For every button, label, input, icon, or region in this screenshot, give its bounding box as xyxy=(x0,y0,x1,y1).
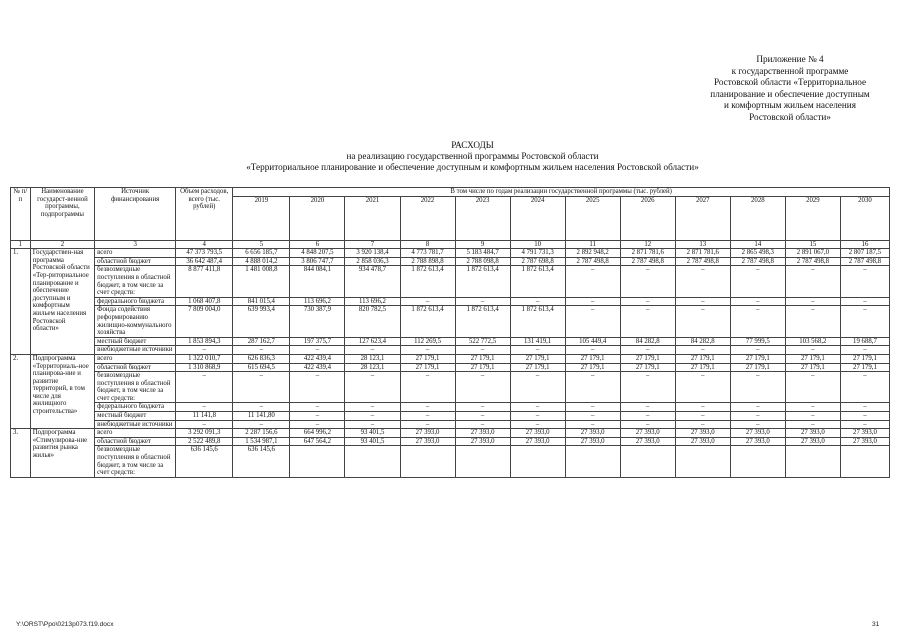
year-value-cell: – xyxy=(840,412,889,421)
year-value-cell xyxy=(345,446,400,477)
year-value-cell: 84 282,8 xyxy=(620,337,675,346)
year-value-cell: 103 568,2 xyxy=(785,337,840,346)
year-value-cell: 4 888 014,2 xyxy=(233,257,290,266)
header-year: 2025 xyxy=(565,196,620,240)
year-value-cell: 2 865 498,3 xyxy=(730,249,785,258)
page-number: 31 xyxy=(872,621,880,628)
year-value-cell: 27 393,0 xyxy=(455,437,510,446)
year-value-cell: – xyxy=(675,266,730,297)
total-volume-cell: 8 877 411,8 xyxy=(176,266,233,297)
funding-source-cell: всего xyxy=(95,429,176,438)
row-number: 2. xyxy=(11,354,31,428)
total-volume-cell: 2 522 489,8 xyxy=(176,437,233,446)
document-title: РАСХОДЫ xyxy=(451,140,494,150)
year-value-cell: 3 806 747,7 xyxy=(290,257,345,266)
year-value-cell: 105 449,4 xyxy=(565,337,620,346)
year-value-cell: 27 179,1 xyxy=(675,363,730,372)
year-value-cell: 93 401,5 xyxy=(345,437,400,446)
year-value-cell: 27 393,0 xyxy=(510,429,565,438)
year-value-cell: 27 179,1 xyxy=(675,354,730,363)
table-row xyxy=(11,363,890,372)
total-volume-cell: 36 642 487,4 xyxy=(176,257,233,266)
year-value-cell: 27 393,0 xyxy=(455,429,510,438)
year-value-cell: 27 393,0 xyxy=(400,429,455,438)
total-volume-cell: – xyxy=(176,372,233,403)
header-name: Наименование государст-венной программы, подпрограммы xyxy=(30,188,94,241)
year-value-cell xyxy=(785,446,840,477)
year-value-cell: 2 787 498,8 xyxy=(730,257,785,266)
year-value-cell: 27 393,0 xyxy=(565,437,620,446)
year-value-cell: – xyxy=(730,306,785,337)
year-value-cell: – xyxy=(620,403,675,412)
header-year: 2030 xyxy=(840,196,889,240)
funding-source-cell: безвозмездные поступления в областной бюджет, в том числе за счет средств: xyxy=(95,446,176,477)
column-number: 8 xyxy=(400,240,455,249)
year-value-cell: 27 393,0 xyxy=(400,437,455,446)
header-source: Источник финансирования xyxy=(95,188,176,241)
year-value-cell: – xyxy=(675,372,730,403)
year-value-cell: – xyxy=(620,412,675,421)
year-value-cell: – xyxy=(730,297,785,306)
year-value-cell: 84 282,8 xyxy=(675,337,730,346)
year-value-cell: 127 623,4 xyxy=(345,337,400,346)
year-value-cell: 2 787 498,8 xyxy=(620,257,675,266)
year-value-cell: 27 179,1 xyxy=(620,363,675,372)
year-value-cell: – xyxy=(840,306,889,337)
year-value-cell: – xyxy=(730,420,785,429)
year-value-cell: 27 179,1 xyxy=(840,354,889,363)
header-years-group: В том числе по годам реализации государственной программы (тыс. рублей) xyxy=(233,188,890,197)
column-number: 2 xyxy=(30,240,94,249)
table-row xyxy=(11,297,890,306)
year-value-cell: – xyxy=(785,420,840,429)
year-value-cell: 5 183 484,7 xyxy=(455,249,510,258)
year-value-cell: 11 141,80 xyxy=(233,412,290,421)
row-number: 3. xyxy=(11,429,31,478)
year-value-cell: 6 656 185,7 xyxy=(233,249,290,258)
year-value-cell: 27 393,0 xyxy=(730,437,785,446)
year-value-cell: – xyxy=(510,372,565,403)
funding-source-cell: федерального бюджета xyxy=(95,403,176,412)
year-value-cell: 27 179,1 xyxy=(620,354,675,363)
year-value-cell: 27 179,1 xyxy=(840,363,889,372)
year-value-cell xyxy=(565,446,620,477)
year-value-cell: 841 015,4 xyxy=(233,297,290,306)
year-value-cell: – xyxy=(290,346,345,355)
table-row xyxy=(11,446,890,477)
table-body xyxy=(11,249,890,478)
program-name-cell: Государствен-ная программа Ростовской области «Тер-риториальное планирование и обеспечение доступным и комфортным жильем населения Ростовской области» xyxy=(30,249,94,355)
table-row xyxy=(11,420,890,429)
table-row xyxy=(11,403,890,412)
year-value-cell: – xyxy=(400,372,455,403)
appendix-line: и комфортным жильем населения xyxy=(724,100,856,111)
column-number: 9 xyxy=(455,240,510,249)
funding-source-cell: областной бюджет xyxy=(95,363,176,372)
year-value-cell xyxy=(510,446,565,477)
column-number: 5 xyxy=(233,240,290,249)
appendix-note xyxy=(700,54,880,124)
funding-source-cell: областной бюджет xyxy=(95,257,176,266)
funding-source-cell: Фонда содействия реформированию жилищно-коммунального хозяйства xyxy=(95,306,176,337)
year-value-cell: 77 999,5 xyxy=(730,337,785,346)
year-value-cell: – xyxy=(620,346,675,355)
header-year: 2028 xyxy=(730,196,785,240)
year-value-cell: – xyxy=(565,346,620,355)
year-value-cell: – xyxy=(565,412,620,421)
year-value-cell: 1 872 613,4 xyxy=(455,266,510,297)
year-value-cell: 422 439,4 xyxy=(290,354,345,363)
column-number: 15 xyxy=(785,240,840,249)
funding-source-cell: всего xyxy=(95,354,176,363)
year-value-cell xyxy=(620,446,675,477)
year-value-cell: 4 773 781,7 xyxy=(400,249,455,258)
table-row xyxy=(11,412,890,421)
year-value-cell: 626 836,3 xyxy=(233,354,290,363)
total-volume-cell: – xyxy=(176,403,233,412)
table-row xyxy=(11,372,890,403)
year-value-cell: – xyxy=(510,420,565,429)
year-value-cell: 820 782,5 xyxy=(345,306,400,337)
year-value-cell: – xyxy=(620,297,675,306)
year-value-cell: – xyxy=(730,403,785,412)
year-value-cell: – xyxy=(785,266,840,297)
header-row xyxy=(11,188,890,197)
year-value-cell: 28 123,1 xyxy=(345,354,400,363)
header-year: 2027 xyxy=(675,196,730,240)
year-value-cell: 2 787 498,8 xyxy=(785,257,840,266)
appendix-line: Ростовской области «Территориальное xyxy=(713,77,867,88)
year-value-cell: – xyxy=(345,420,400,429)
program-name-cell: Подпрограмма «Территориаль-ное планирова-ние и развитие территорий, в том числе для жилищного строительства» xyxy=(30,354,94,428)
year-value-cell: 1 872 613,4 xyxy=(510,306,565,337)
funding-source-cell: внебюджетные источники xyxy=(95,420,176,429)
column-number: 14 xyxy=(730,240,785,249)
year-value-cell: 27 393,0 xyxy=(840,437,889,446)
year-value-cell: – xyxy=(455,412,510,421)
year-value-cell: – xyxy=(785,306,840,337)
column-number: 6 xyxy=(290,240,345,249)
year-value-cell: – xyxy=(620,306,675,337)
year-value-cell: – xyxy=(730,412,785,421)
year-value-cell: – xyxy=(565,403,620,412)
year-value-cell: 27 393,0 xyxy=(785,437,840,446)
year-value-cell: 639 993,4 xyxy=(233,306,290,337)
year-value-cell: 27 179,1 xyxy=(785,363,840,372)
year-value-cell: – xyxy=(675,297,730,306)
year-value-cell: 1 872 613,4 xyxy=(400,306,455,337)
year-value-cell: – xyxy=(620,372,675,403)
year-value-cell: 2 787 698,8 xyxy=(510,257,565,266)
column-number: 12 xyxy=(620,240,675,249)
year-value-cell: 27 393,0 xyxy=(620,437,675,446)
year-value-cell: 27 393,0 xyxy=(675,437,730,446)
year-value-cell: – xyxy=(455,297,510,306)
year-value-cell: 3 920 138,4 xyxy=(345,249,400,258)
year-value-cell: 422 439,4 xyxy=(290,363,345,372)
total-volume-cell: 11 141,8 xyxy=(176,412,233,421)
year-value-cell: – xyxy=(785,403,840,412)
year-value-cell xyxy=(455,446,510,477)
year-value-cell xyxy=(290,446,345,477)
document-heading xyxy=(150,140,795,174)
year-value-cell: – xyxy=(620,420,675,429)
funding-source-cell: всего xyxy=(95,249,176,258)
year-value-cell: – xyxy=(840,420,889,429)
year-value-cell: – xyxy=(455,372,510,403)
year-value-cell: 27 179,1 xyxy=(400,363,455,372)
column-number: 13 xyxy=(675,240,730,249)
year-value-cell: – xyxy=(565,266,620,297)
year-value-cell: – xyxy=(565,306,620,337)
year-value-cell: – xyxy=(785,297,840,306)
year-value-cell: – xyxy=(840,403,889,412)
year-value-cell: – xyxy=(565,420,620,429)
year-value-cell: – xyxy=(400,403,455,412)
funding-source-cell: безвозмездные поступления в областной бюджет, в том числе за счет средств: xyxy=(95,372,176,403)
funding-source-cell: федерального бюджета xyxy=(95,297,176,306)
year-value-cell: – xyxy=(840,266,889,297)
year-value-cell: – xyxy=(510,346,565,355)
year-value-cell: – xyxy=(400,412,455,421)
year-value-cell: – xyxy=(290,372,345,403)
header-num: № п/п xyxy=(11,188,31,241)
year-value-cell xyxy=(730,446,785,477)
year-value-cell: 4 848 207,5 xyxy=(290,249,345,258)
total-volume-cell: 47 373 793,5 xyxy=(176,249,233,258)
total-volume-cell: 636 145,6 xyxy=(176,446,233,477)
year-value-cell: 93 401,5 xyxy=(345,429,400,438)
year-value-cell: – xyxy=(455,403,510,412)
year-value-cell: 27 393,0 xyxy=(730,429,785,438)
year-value-cell: – xyxy=(730,372,785,403)
total-volume-cell: 1 310 868,9 xyxy=(176,363,233,372)
year-value-cell: 844 084,1 xyxy=(290,266,345,297)
year-value-cell: 27 179,1 xyxy=(730,363,785,372)
funding-source-cell: местный бюджет xyxy=(95,412,176,421)
year-value-cell: – xyxy=(345,412,400,421)
year-value-cell: – xyxy=(675,306,730,337)
year-value-cell: 113 696,2 xyxy=(345,297,400,306)
appendix-line: Ростовской области» xyxy=(749,111,831,122)
document-subtitle: на реализацию государственной программы Ростовской области xyxy=(346,151,599,162)
table-row xyxy=(11,354,890,363)
appendix-line: планирование и обеспечение доступным xyxy=(710,88,870,99)
total-volume-cell: 1 322 010,7 xyxy=(176,354,233,363)
year-value-cell: 4 791 731,3 xyxy=(510,249,565,258)
year-value-cell: 647 564,2 xyxy=(290,437,345,446)
year-value-cell: 934 478,7 xyxy=(345,266,400,297)
year-value-cell: 615 694,5 xyxy=(233,363,290,372)
table-row xyxy=(11,346,890,355)
year-value-cell: – xyxy=(233,420,290,429)
year-value-cell: 2 788 898,8 xyxy=(400,257,455,266)
year-value-cell: – xyxy=(840,372,889,403)
row-number: 1. xyxy=(11,249,31,355)
year-value-cell: 2 807 187,5 xyxy=(840,249,889,258)
table-row xyxy=(11,306,890,337)
year-value-cell: 27 179,1 xyxy=(510,363,565,372)
year-value-cell: 197 375,7 xyxy=(290,337,345,346)
year-value-cell: – xyxy=(675,412,730,421)
year-value-cell: – xyxy=(455,346,510,355)
year-value-cell: – xyxy=(620,266,675,297)
year-value-cell: – xyxy=(785,412,840,421)
year-value-cell: 1 872 613,4 xyxy=(510,266,565,297)
year-value-cell: 27 179,1 xyxy=(455,354,510,363)
table-row xyxy=(11,266,890,297)
year-value-cell: 27 393,0 xyxy=(510,437,565,446)
year-value-cell: 664 996,2 xyxy=(290,429,345,438)
table-row xyxy=(11,437,890,446)
header-year: 2022 xyxy=(400,196,455,240)
appendix-line: Приложение № 4 xyxy=(756,54,824,64)
total-volume-cell: 1 068 407,8 xyxy=(176,297,233,306)
year-value-cell: – xyxy=(290,420,345,429)
year-value-cell: 27 179,1 xyxy=(510,354,565,363)
year-value-cell: 113 696,2 xyxy=(290,297,345,306)
year-value-cell: – xyxy=(785,372,840,403)
funding-source-cell: областной бюджет xyxy=(95,437,176,446)
column-number-row xyxy=(11,240,890,249)
year-value-cell: 27 393,0 xyxy=(565,429,620,438)
header-year: 2029 xyxy=(785,196,840,240)
table-row xyxy=(11,429,890,438)
column-number: 10 xyxy=(510,240,565,249)
year-value-cell: 636 145,6 xyxy=(233,446,290,477)
header-year: 2020 xyxy=(290,196,345,240)
year-value-cell: 27 179,1 xyxy=(785,354,840,363)
year-value-cell: 19 688,7 xyxy=(840,337,889,346)
year-value-cell: 2 787 498,8 xyxy=(675,257,730,266)
year-value-cell: – xyxy=(565,297,620,306)
year-value-cell: 2 287 156,6 xyxy=(233,429,290,438)
header-volume: Объем расходов, всего (тыс. рублей) xyxy=(176,188,233,241)
year-value-cell: 27 393,0 xyxy=(675,429,730,438)
file-path: Y:\ORST\Ppo\0213p073.f19.docx xyxy=(16,621,114,628)
program-name-cell: Подпрограмма «Стимулирова-ние развития рынка жилья» xyxy=(30,429,94,478)
funding-source-cell: безвозмездные поступления в областной бюджет, в том числе за счет средств: xyxy=(95,266,176,297)
year-value-cell xyxy=(675,446,730,477)
year-value-cell: 730 387,9 xyxy=(290,306,345,337)
year-value-cell: 2 871 781,6 xyxy=(620,249,675,258)
year-value-cell: 112 269,5 xyxy=(400,337,455,346)
column-number: 16 xyxy=(840,240,889,249)
year-value-cell: 27 393,0 xyxy=(620,429,675,438)
total-volume-cell: – xyxy=(176,420,233,429)
year-value-cell: – xyxy=(233,372,290,403)
year-value-cell: – xyxy=(785,346,840,355)
year-value-cell: – xyxy=(345,403,400,412)
year-value-cell: 27 179,1 xyxy=(565,363,620,372)
expenses-table xyxy=(10,187,890,478)
table-row xyxy=(11,257,890,266)
year-value-cell: – xyxy=(565,372,620,403)
year-value-cell: – xyxy=(455,420,510,429)
year-value-cell xyxy=(400,446,455,477)
header-year: 2024 xyxy=(510,196,565,240)
year-value-cell: – xyxy=(345,346,400,355)
year-value-cell: 27 179,1 xyxy=(565,354,620,363)
column-number: 11 xyxy=(565,240,620,249)
total-volume-cell: 7 809 004,0 xyxy=(176,306,233,337)
year-value-cell: 1 534 987,1 xyxy=(233,437,290,446)
year-value-cell: – xyxy=(233,346,290,355)
column-number: 3 xyxy=(95,240,176,249)
year-value-cell: – xyxy=(510,403,565,412)
year-value-cell: 522 772,5 xyxy=(455,337,510,346)
year-value-cell: – xyxy=(345,372,400,403)
year-value-cell: – xyxy=(400,297,455,306)
year-value-cell: – xyxy=(510,412,565,421)
appendix-line: к государственной программе xyxy=(731,65,849,76)
column-number: 1 xyxy=(11,240,31,249)
year-value-cell: – xyxy=(400,346,455,355)
year-value-cell: 2 788 098,8 xyxy=(455,257,510,266)
program-name: «Территориальное планирование и обеспечение доступным и комфортным жильем населения Ростовской области» xyxy=(246,162,699,173)
header-year: 2021 xyxy=(345,196,400,240)
year-value-cell: 1 872 613,4 xyxy=(400,266,455,297)
year-value-cell: – xyxy=(400,420,455,429)
year-value-cell: 27 179,1 xyxy=(455,363,510,372)
year-value-cell: – xyxy=(840,346,889,355)
year-value-cell: 2 891 067,0 xyxy=(785,249,840,258)
year-value-cell: 27 393,0 xyxy=(840,429,889,438)
year-value-cell xyxy=(840,446,889,477)
header-year: 2019 xyxy=(233,196,290,240)
header-year: 2023 xyxy=(455,196,510,240)
total-volume-cell: 1 853 894,3 xyxy=(176,337,233,346)
year-value-cell: – xyxy=(675,403,730,412)
year-value-cell: 2 787 498,8 xyxy=(565,257,620,266)
year-value-cell: – xyxy=(510,297,565,306)
year-value-cell: – xyxy=(675,346,730,355)
column-number: 4 xyxy=(176,240,233,249)
year-value-cell: – xyxy=(675,420,730,429)
header-year: 2026 xyxy=(620,196,675,240)
year-value-cell: 28 123,1 xyxy=(345,363,400,372)
year-value-cell: 2 871 781,6 xyxy=(675,249,730,258)
table-row xyxy=(11,337,890,346)
year-value-cell: – xyxy=(290,412,345,421)
year-value-cell: 27 179,1 xyxy=(730,354,785,363)
year-value-cell: 1 872 613,4 xyxy=(455,306,510,337)
funding-source-cell: местный бюджет xyxy=(95,337,176,346)
year-value-cell: 2 892 948,2 xyxy=(565,249,620,258)
total-volume-cell: 3 292 091,3 xyxy=(176,429,233,438)
year-value-cell: 131 419,1 xyxy=(510,337,565,346)
year-value-cell: – xyxy=(290,403,345,412)
year-value-cell: – xyxy=(840,297,889,306)
year-value-cell: – xyxy=(233,403,290,412)
year-value-cell: – xyxy=(730,346,785,355)
column-number: 7 xyxy=(345,240,400,249)
year-value-cell: 27 179,1 xyxy=(400,354,455,363)
year-value-cell: 287 162,7 xyxy=(233,337,290,346)
year-value-cell: 2 787 498,8 xyxy=(840,257,889,266)
total-volume-cell: – xyxy=(176,346,233,355)
year-value-cell: 27 393,0 xyxy=(785,429,840,438)
table-row xyxy=(11,249,890,258)
funding-source-cell: внебюджетные источники xyxy=(95,346,176,355)
year-value-cell: 1 481 008,8 xyxy=(233,266,290,297)
year-value-cell: – xyxy=(730,266,785,297)
year-value-cell: 2 858 036,3 xyxy=(345,257,400,266)
